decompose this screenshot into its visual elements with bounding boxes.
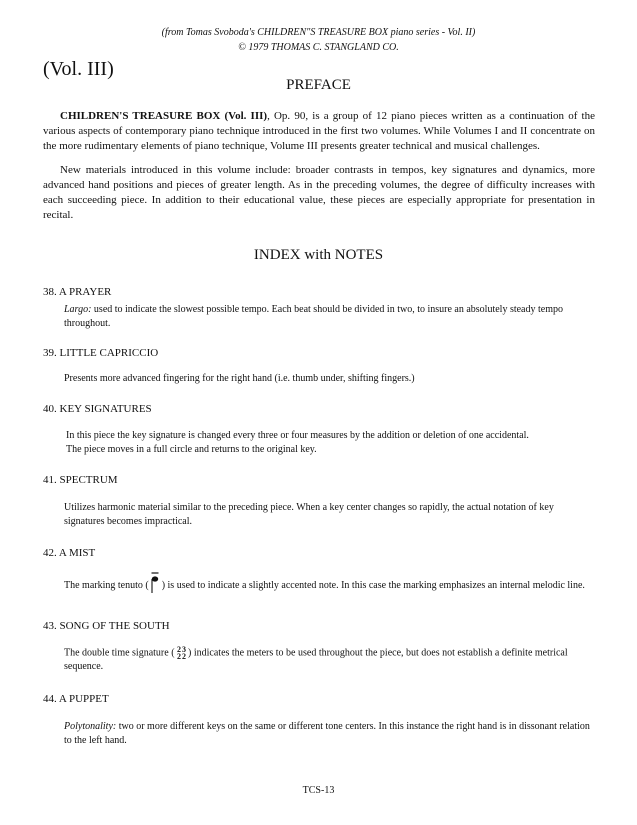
- entry-title-42: 42. A MIST: [43, 547, 96, 559]
- entry-body-42: [64, 572, 596, 599]
- preface-paragraph-2: New materials introduced in this volume include: broader contrasts in tempos, key signatures and dynamics, more advanced hand positions and pieces of greater length. As in the preceding volumes, the degree of difficulty increases with each succeeding piece. In addition to their educational value, these pieces are especially appropriate for presentation in recital.: [43, 164, 595, 221]
- term-polytonality: Polytonality:: [64, 721, 117, 732]
- tenuto-note-icon: [151, 572, 159, 599]
- entry-text-44: two or more different keys on the same or different tone centers. In this instance the right hand is in dissonant relation to the left hand.: [64, 721, 590, 746]
- preface-paragraph-1: [43, 109, 595, 154]
- preface-paragraph-1-text: , Op. 90, is a group of 12 piano pieces written as a continuation of the various aspects of contemporary piano technique introduced in the first two volumes. While Volumes I and II concentrate on the more rudimentary elements of piano technique, Volume III presents greater technical and musical challenges.: [43, 110, 595, 152]
- entry-body-40: [66, 429, 598, 457]
- entry-text-38: used to indicate the slowest possible tempo. Each beat should be divided in two, to insure an absolutely steady tempo throughout.: [64, 304, 563, 329]
- copyright-line: © 1979 THOMAS C. STANGLAND CO.: [238, 42, 399, 53]
- entry-text-40-line2: The piece moves in a full circle and returns to the original key.: [66, 444, 317, 455]
- double-time-signature: [177, 646, 186, 660]
- entry-body-41: Utilizes harmonic material similar to the preceding piece. When a key center changes so rapidly, the actual notation of key signatures becomes impractical.: [64, 502, 554, 527]
- entry-title-38: 38. A PRAYER: [43, 286, 112, 298]
- entry-body-43: [64, 646, 596, 674]
- entry-title-41: 41. SPECTRUM: [43, 474, 118, 486]
- time-signature-top: 2 3: [177, 645, 186, 654]
- entry-title-43: 43. SONG OF THE SOUTH: [43, 620, 170, 632]
- entry-text-42-b: ) is used to indicate a slightly accented note. In this case the marking emphasizes an internal melodic line.: [159, 579, 585, 591]
- volume-label: (Vol. III): [43, 58, 114, 80]
- series-title: CHILDREN'S TREASURE BOX (Vol. III): [60, 110, 268, 122]
- time-signature-bottom: 2 2: [177, 652, 186, 661]
- source-note: (from Tomas Svoboda's CHILDREN"S TREASURE BOX piano series - Vol. II): [161, 27, 476, 38]
- entry-body-38: [64, 303, 596, 331]
- entry-text-40-line1: In this piece the key signature is changed every three or four measures by the addition or deletion of one accidental.: [66, 430, 529, 441]
- entry-title-40: 40. KEY SIGNATURES: [43, 403, 152, 415]
- entry-title-39: 39. LITTLE CAPRICCIO: [43, 347, 159, 359]
- preface-title: PREFACE: [286, 77, 351, 93]
- entry-title-44: 44. A PUPPET: [43, 693, 109, 705]
- entry-text-42-a: The marking tenuto (: [64, 579, 152, 591]
- page-footer-code: TCS-13: [302, 785, 335, 796]
- index-title: INDEX with NOTES: [253, 247, 384, 263]
- entry-text-43-a: The double time signature (: [64, 647, 178, 659]
- term-largo: Largo:: [64, 304, 92, 315]
- entry-body-44: [64, 720, 596, 748]
- entry-body-39: Presents more advanced fingering for the right hand (i.e. thumb under, shifting fingers.): [64, 373, 415, 384]
- entry-text-43-b: ) indicates the meters to be used throughout the piece, but does not establish a definite metrical sequence.: [64, 647, 568, 673]
